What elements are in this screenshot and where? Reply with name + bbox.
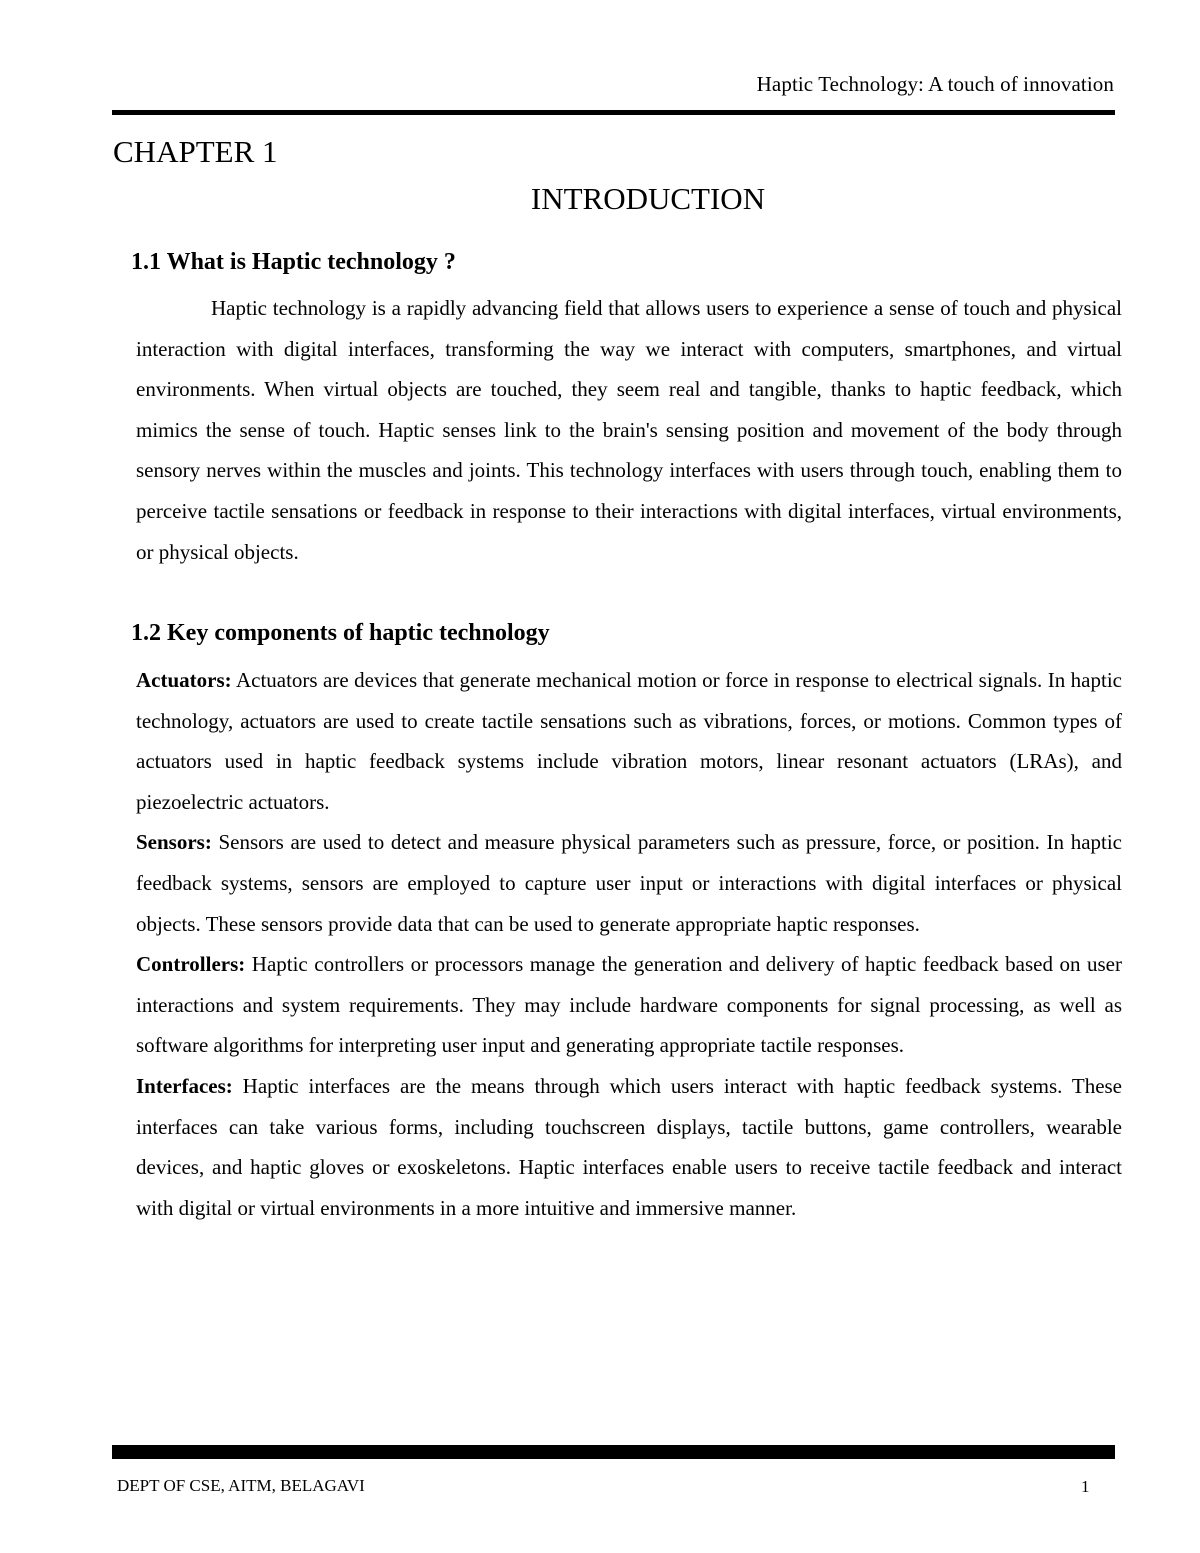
page-number: 1 <box>1081 1477 1090 1496</box>
component-description: Sensors are used to detect and measure physical parameters such as pressure, force, or position. In haptic feedback systems, sensors are employed to capture user input or interactions with digital interfaces or physical objects. These sensors provide data that can be used to generate appropriate haptic responses. <box>136 830 1123 936</box>
component-actuators <box>136 660 1122 822</box>
component-description: Haptic interfaces are the means through which users interact with haptic feedback systems. These interfaces can take various forms, including touchscreen displays, tactile buttons, game controllers, wearable devices, and haptic gloves or exoskeletons. Haptic interfaces enable users to receive tactile feedback and interact with digital or virtual environments in a more intuitive and immersive manner. <box>136 1073 1123 1220</box>
component-term: Controllers: <box>136 952 246 977</box>
header-rule <box>112 110 1115 115</box>
footer-rule <box>112 1445 1115 1459</box>
chapter-label: CHAPTER 1 <box>113 134 278 169</box>
section-heading-1-2: 1.2 Key components of haptic technology <box>131 620 550 646</box>
component-description: Actuators are devices that generate mechanical motion or force in response to electrical signals. In haptic technology, actuators are used to create tactile sensations such as vibrations, forces, or motions. Common types of actuators used in haptic feedback systems include vibration motors, linear resonant actuators (LRAs), and piezoelectric actuators. <box>136 668 1122 814</box>
component-interfaces <box>136 1066 1122 1228</box>
running-header-title: Haptic Technology: A touch of innovation <box>756 72 1114 96</box>
chapter-title: INTRODUCTION <box>530 181 766 216</box>
component-sensors <box>136 822 1122 944</box>
component-controllers <box>136 944 1122 1066</box>
intro-paragraph: Haptic technology is a rapidly advancing field that allows users to experience a sense of touch and physical interaction with digital interfaces, transforming the way we interact with computers, smartphones, and virtual environments. When virtual objects are touched, they seem real and tangible, thanks to haptic feedback, which mimics the sense of touch. Haptic senses link to the brain's sensing position and movement of the body through sensory nerves within the muscles and joints. This technology interfaces with users through touch, enabling them to perceive tactile sensations or feedback in response to their interactions with digital interfaces, virtual environments, or physical objects. <box>136 296 1122 564</box>
footer-department: DEPT OF CSE, AITM, BELAGAVI <box>117 1476 365 1495</box>
component-term: Actuators: <box>136 668 232 692</box>
component-term: Interfaces: <box>136 1073 233 1098</box>
component-term: Sensors: <box>136 830 212 855</box>
section-1-2-body <box>136 660 1122 1228</box>
section-1-1-body <box>136 288 1122 572</box>
section-heading-1-1: 1.1 What is Haptic technology ? <box>131 249 456 275</box>
component-description: Haptic controllers or processors manage the generation and delivery of haptic feedback based on user interactions and system requirements. They may include hardware components for signal processing, as well as software algorithms for interpreting user input and generating appropriate tactile responses. <box>136 952 1122 1058</box>
